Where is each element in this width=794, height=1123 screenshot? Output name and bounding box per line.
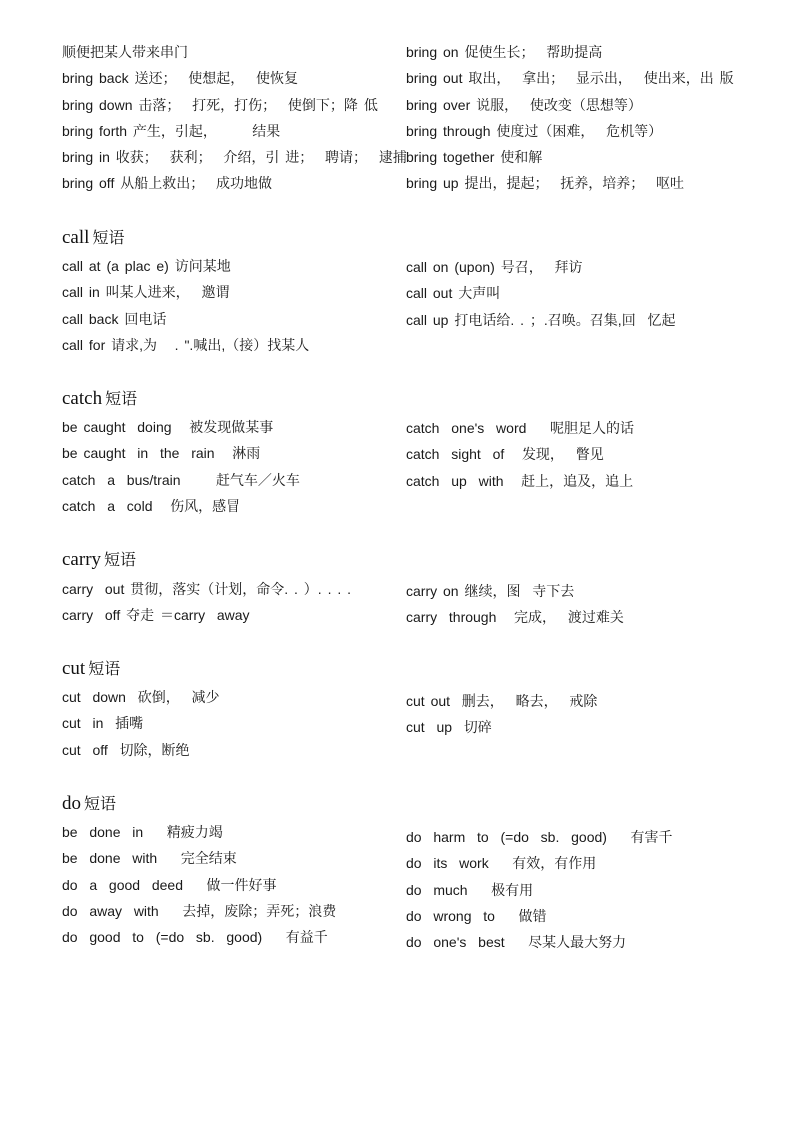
phrase-line: do a good deed 做一件好事 xyxy=(62,876,277,893)
phrase-line: be caught in the rain 淋雨 xyxy=(62,445,261,462)
phrase-line: cut in 插嘴 xyxy=(62,715,144,732)
phrase-line: bring together 使和解 xyxy=(406,149,543,166)
phrase-line: call back 回电话 xyxy=(62,310,167,327)
section-heading-carry xyxy=(62,548,136,572)
phrase-line: call out 大声叫 xyxy=(406,285,501,302)
phrase-line: be caught doing 被发现做某事 xyxy=(62,419,274,435)
heading-word: cut xyxy=(62,658,86,679)
phrase-line: be done in 精疲力竭 xyxy=(62,824,223,840)
phrase-line: bring down 击落； 打死，打伤； 使倒下；降 低 xyxy=(62,96,378,113)
phrase-line: call for 请求,为 . ".喊出,（接）找某人 xyxy=(62,336,310,353)
carry-left-column xyxy=(62,576,351,629)
call-right-column xyxy=(406,254,675,333)
catch-right-column xyxy=(406,415,634,494)
phrase-line: catch one's word 呢胆足人的话 xyxy=(406,420,634,436)
cut-right-column xyxy=(406,688,597,741)
phrase-line: catch sight of 发现， 瞥见 xyxy=(406,446,604,463)
phrase-line: bring through 使度过（困难， 危机等） xyxy=(406,122,663,139)
phrase-line: bring up 提出，提起； 抚养，培养； 呕吐 xyxy=(406,175,685,192)
phrase-line: bring over 说服， 使改变（思想等） xyxy=(406,96,642,113)
phrase-line: bring in 收获； 获利； 介绍，引 进； 聘请； 逮捕 xyxy=(62,149,407,166)
phrase-line: do away with 去掉，废除；弄死；浪费 xyxy=(62,902,337,919)
bring-right-column xyxy=(406,39,734,197)
heading-suffix: 短语 xyxy=(84,796,117,813)
phrase-line: 顺便把某人带来串门 xyxy=(62,44,188,60)
phrase-line: carry off 夺走 ＝carry away xyxy=(62,607,250,624)
phrase-line: cut down 砍倒， 减少 xyxy=(62,689,220,705)
phrase-line: be done with 完全结束 xyxy=(62,850,237,867)
phrase-line: bring off 从船上救出； 成功地做 xyxy=(62,175,273,192)
phrase-line: bring back 送还； 使想起， 使恢复 xyxy=(62,70,299,87)
phrase-line: bring forth 产生，引起， 结果 xyxy=(62,122,281,139)
do-left-column xyxy=(62,819,336,950)
phrase-line: cut off 切除，断绝 xyxy=(62,741,190,758)
phrase-line: carry on 继续，图 寺下去 xyxy=(406,583,575,599)
phrase-line: do its work 有效，有作用 xyxy=(406,855,597,872)
phrase-line: bring on 促使生长； 帮助提高 xyxy=(406,44,603,60)
heading-word: carry xyxy=(62,549,102,570)
phrase-line: call in 叫某人进来， 邀谓 xyxy=(62,284,230,301)
phrase-line: do harm to (=do sb. good) 有害千 xyxy=(406,829,673,845)
heading-word: call xyxy=(62,227,90,248)
heading-suffix: 短语 xyxy=(104,552,137,569)
phrase-line: cut up 切碎 xyxy=(406,719,492,736)
phrase-line: do wrong to 做错 xyxy=(406,907,547,924)
phrase-line: catch up with 赶上，追及，追上 xyxy=(406,472,634,489)
phrase-line: carry out 贯彻，落实（计划，命令. . ）. . . . xyxy=(62,581,352,597)
do-right-column xyxy=(406,824,673,955)
phrase-line: do good to (=do sb. good) 有益千 xyxy=(62,929,328,946)
section-heading-cut xyxy=(62,657,120,681)
heading-suffix: 短语 xyxy=(88,661,121,678)
phrase-line: call at (a plac e) 访问某地 xyxy=(62,258,231,274)
phrase-line: bring out 取出， 拿出； 显示出， 使出来，出 版 xyxy=(406,70,734,87)
phrase-line: call on (upon) 号召， 拜访 xyxy=(406,259,583,275)
cut-left-column xyxy=(62,684,219,763)
heading-suffix: 短语 xyxy=(92,230,125,247)
section-heading-catch xyxy=(62,387,137,411)
phrase-line: do one's best 尽某人最大努力 xyxy=(406,934,627,951)
heading-suffix: 短语 xyxy=(105,391,138,408)
call-left-column xyxy=(62,253,309,358)
phrase-line: do much 极有用 xyxy=(406,881,534,898)
heading-word: do xyxy=(62,793,81,814)
phrase-line: call up 打电话给. . ；.召唤。召集,回 忆起 xyxy=(406,311,676,328)
bring-left-column xyxy=(62,39,407,197)
section-heading-do xyxy=(62,792,116,816)
heading-word: catch xyxy=(62,388,103,409)
carry-right-column xyxy=(406,578,624,631)
phrase-line: catch a bus/train 赶气车／火车 xyxy=(62,471,300,488)
catch-left-column xyxy=(62,414,300,519)
section-heading-call xyxy=(62,226,124,250)
phrase-line: catch a cold 伤风，感冒 xyxy=(62,497,241,514)
phrase-line: carry through 完成， 渡过难关 xyxy=(406,609,624,626)
phrase-line: cut out 删去， 略去， 戒除 xyxy=(406,693,598,709)
